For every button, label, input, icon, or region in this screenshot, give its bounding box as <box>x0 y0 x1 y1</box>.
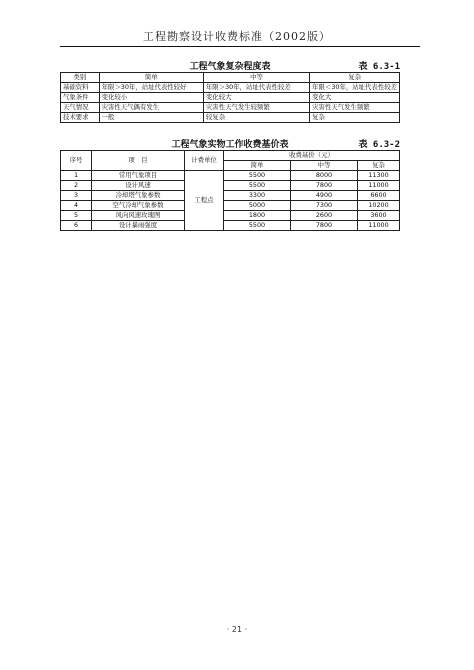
column-header: 中等 <box>203 73 309 83</box>
table1-number: 表 6.3-1 <box>358 62 400 72</box>
table-cell-value: 11000 <box>358 181 400 191</box>
table-cell-value: 5500 <box>224 221 291 231</box>
table-cell-no: 5 <box>61 211 92 221</box>
table-cell-value: 11000 <box>358 221 400 231</box>
table-row <box>61 221 400 231</box>
table-cell-item: 冷却塔气象参数 <box>92 191 185 201</box>
table-row <box>61 103 400 113</box>
page-number: · 21 · <box>226 625 248 634</box>
table-cell-value: 11300 <box>358 171 400 181</box>
table1-title: 工程气象复杂程度表 <box>189 62 271 72</box>
table-cell-value: 4900 <box>291 191 358 201</box>
table-cell-value: 2600 <box>291 211 358 221</box>
table-cell-value: 7800 <box>291 221 358 231</box>
table-cell-no: 6 <box>61 221 92 231</box>
table-cell: 灾害性天气发生频繁 <box>310 103 400 113</box>
table-cell: 灾害性天气发生较频繁 <box>203 103 309 113</box>
table-row <box>61 181 400 191</box>
table-cell-item: 风向风速玫瑰图 <box>92 211 185 221</box>
table-row <box>61 171 400 181</box>
table-cell-value: 3600 <box>358 211 400 221</box>
table-cell-item: 设计暴雨强度 <box>92 221 185 231</box>
table-row <box>61 191 400 201</box>
table-header-row <box>61 151 400 161</box>
header-level: 简单 <box>224 161 291 171</box>
table-cell: 一般 <box>99 113 203 123</box>
complexity-table <box>60 72 400 123</box>
table-cell-unit: 工程点 <box>185 171 224 231</box>
header-rule <box>60 46 420 47</box>
table-cell: 复杂 <box>310 113 400 123</box>
table2-title: 工程气象实物工作收费基价表 <box>171 140 289 150</box>
header-price: 收费基价（元） <box>224 151 400 161</box>
table-cell: 变化大 <box>310 93 400 103</box>
table-cell: 年限＞30年，站址代表性较好 <box>99 83 203 93</box>
table-cell: 年限＞30年，站址代表性较差 <box>203 83 309 93</box>
table-cell-item: 空气冷却气象参数 <box>92 201 185 211</box>
page-header: 工程勘察设计收费标准（2002版） <box>143 30 331 43</box>
table-cell: 气象条件 <box>61 93 100 103</box>
table-row <box>61 83 400 93</box>
column-header: 复杂 <box>310 73 400 83</box>
header-item: 项 目 <box>92 151 185 171</box>
table-cell-value: 5000 <box>224 201 291 211</box>
header-no: 序号 <box>61 151 92 171</box>
column-header: 简单 <box>99 73 203 83</box>
table-cell-item: 设计风速 <box>92 181 185 191</box>
header-level: 复杂 <box>358 161 400 171</box>
table-cell-no: 4 <box>61 201 92 211</box>
table-cell-value: 3300 <box>224 191 291 201</box>
table-cell: 技术要求 <box>61 113 100 123</box>
table-cell: 年限＜30年，站址代表性较差 <box>310 83 400 93</box>
table-cell: 基础资料 <box>61 83 100 93</box>
header-level: 中等 <box>291 161 358 171</box>
table-cell: 变化较小 <box>99 93 203 103</box>
price-table <box>60 150 400 231</box>
table-cell-value: 7300 <box>291 201 358 211</box>
table-cell-no: 3 <box>61 191 92 201</box>
table-cell-value: 1800 <box>224 211 291 221</box>
table-cell-no: 2 <box>61 181 92 191</box>
table-cell: 天气情况 <box>61 103 100 113</box>
table-row <box>61 113 400 123</box>
table-row <box>61 93 400 103</box>
table-row <box>61 201 400 211</box>
table-cell: 较复杂 <box>203 113 309 123</box>
table-cell-item: 常用气象项目 <box>92 171 185 181</box>
table2-number: 表 6.3-2 <box>358 140 400 150</box>
table-cell-value: 10200 <box>358 201 400 211</box>
table-header-row <box>61 73 400 83</box>
table-cell: 灾害性天气偶有发生 <box>99 103 203 113</box>
header-unit: 计费单位 <box>185 151 224 171</box>
column-header: 类别 <box>61 73 100 83</box>
table-cell-value: 5500 <box>224 171 291 181</box>
table-cell-value: 5500 <box>224 181 291 191</box>
table-cell-value: 8000 <box>291 171 358 181</box>
table-row <box>61 211 400 221</box>
table-cell: 变化较大 <box>203 93 309 103</box>
table-cell-no: 1 <box>61 171 92 181</box>
table-cell-value: 6600 <box>358 191 400 201</box>
table-cell-value: 7800 <box>291 181 358 191</box>
